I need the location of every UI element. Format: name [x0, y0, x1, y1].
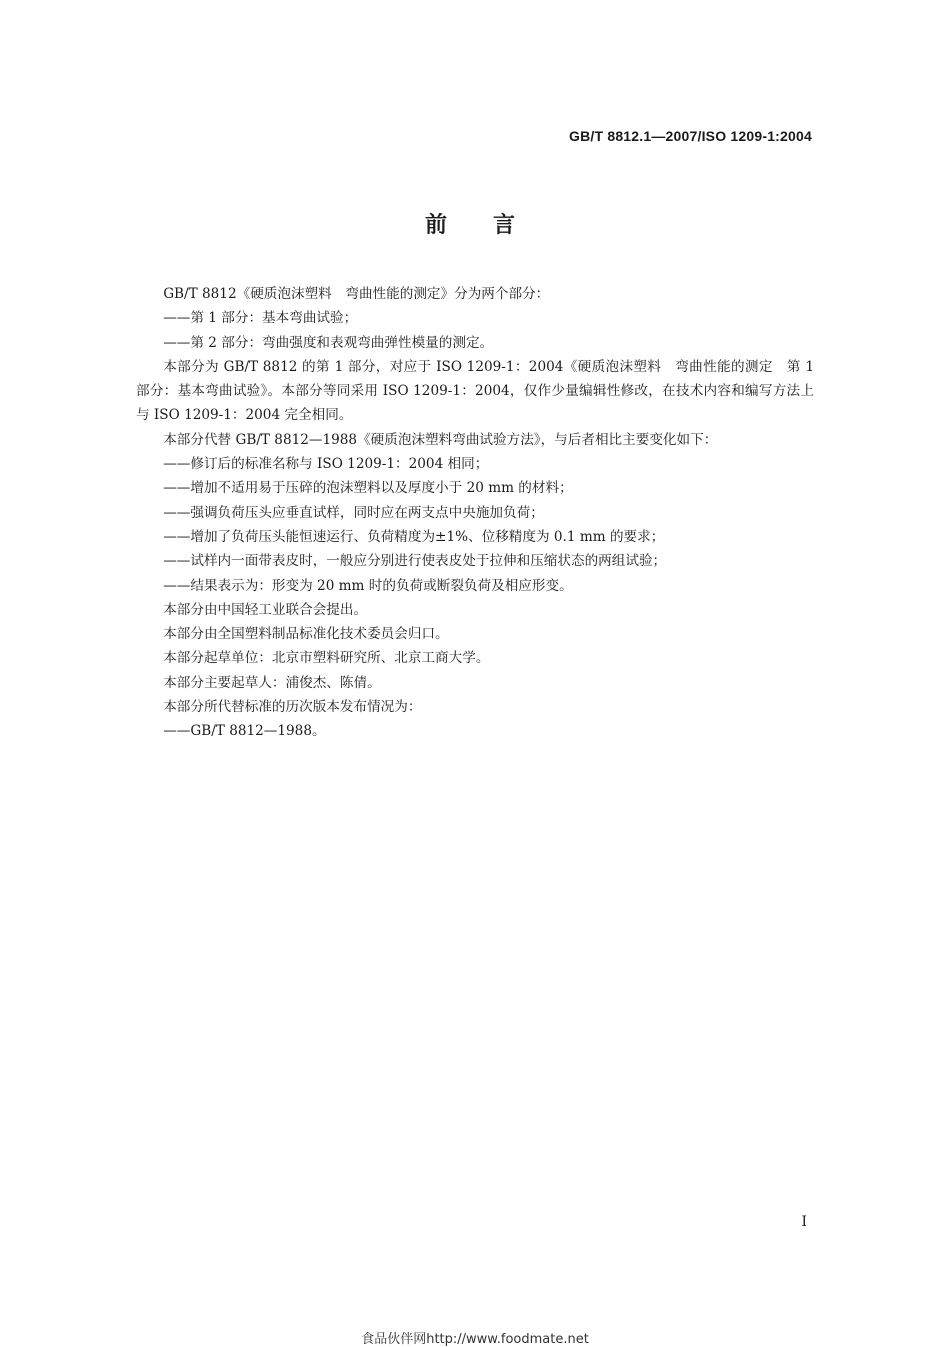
paragraph: 本部分起草单位：北京市塑料研究所、北京工商大学。 — [163, 650, 490, 667]
paragraph: ——结果表示为：形变为 20 mm 时的负荷或断裂负荷及相应形变。 — [163, 577, 573, 594]
paragraph: 本部分由全国塑料制品标准化技术委员会归口。 — [163, 626, 449, 643]
paragraph: ——第 2 部分：弯曲强度和表观弯曲弹性模量的测定。 — [163, 334, 494, 351]
paragraph: 本部分为 GB/T 8812 的第 1 部分，对应于 ISO 1209-1：2004《硬质泡沫塑料 弯曲性能的测定 第 1 部分：基本弯曲试验》。本部分等同采用 ISO 1209-1：2004，仅作少量编辑性修改，在技术内容和编写方法上与 ISO 1209-1：2004 完全相同。 — [136, 358, 814, 424]
paragraph: ——第 1 部分：基本弯曲试验； — [163, 310, 358, 327]
document-body — [136, 282, 814, 744]
paragraph: 本部分所代替标准的历次版本发布情况为： — [163, 699, 422, 716]
page-title: 前言 — [424, 213, 561, 238]
paragraph: ——GB/T 8812—1988。 — [163, 723, 326, 740]
standard-code: GB/T 8812.1—2007/ISO 1209-1:2004 — [569, 128, 812, 144]
paragraph: ——增加了负荷压头能恒速运行、负荷精度为±1%、位移精度为 0.1 mm 的要求； — [163, 528, 665, 545]
paragraph: 本部分由中国轻工业联合会提出。 — [163, 601, 368, 618]
paragraph: GB/T 8812《硬质泡沫塑料 弯曲性能的测定》分为两个部分： — [163, 286, 550, 302]
paragraph: 本部分代替 GB/T 8812—1988《硬质泡沫塑料弯曲试验方法》，与后者相比主要变化如下： — [163, 431, 718, 448]
paragraph: 本部分主要起草人：浦俊杰、陈倩。 — [163, 674, 381, 691]
page-number: I — [801, 1214, 807, 1230]
paragraph: ——强调负荷压头应垂直试样，同时应在两支点中央施加负荷； — [163, 504, 544, 521]
paragraph: ——增加不适用易于压碎的泡沫塑料以及厚度小于 20 mm 的材料； — [163, 480, 573, 497]
paragraph: ——修订后的标准名称与 ISO 1209-1：2004 相同； — [163, 456, 489, 473]
watermark-link[interactable]: 食品伙伴网http://www.foodmate.net — [361, 1332, 589, 1347]
paragraph: ——试样内一面带表皮时，一般应分别进行使表皮处于拉伸和压缩状态的两组试验； — [163, 553, 667, 570]
